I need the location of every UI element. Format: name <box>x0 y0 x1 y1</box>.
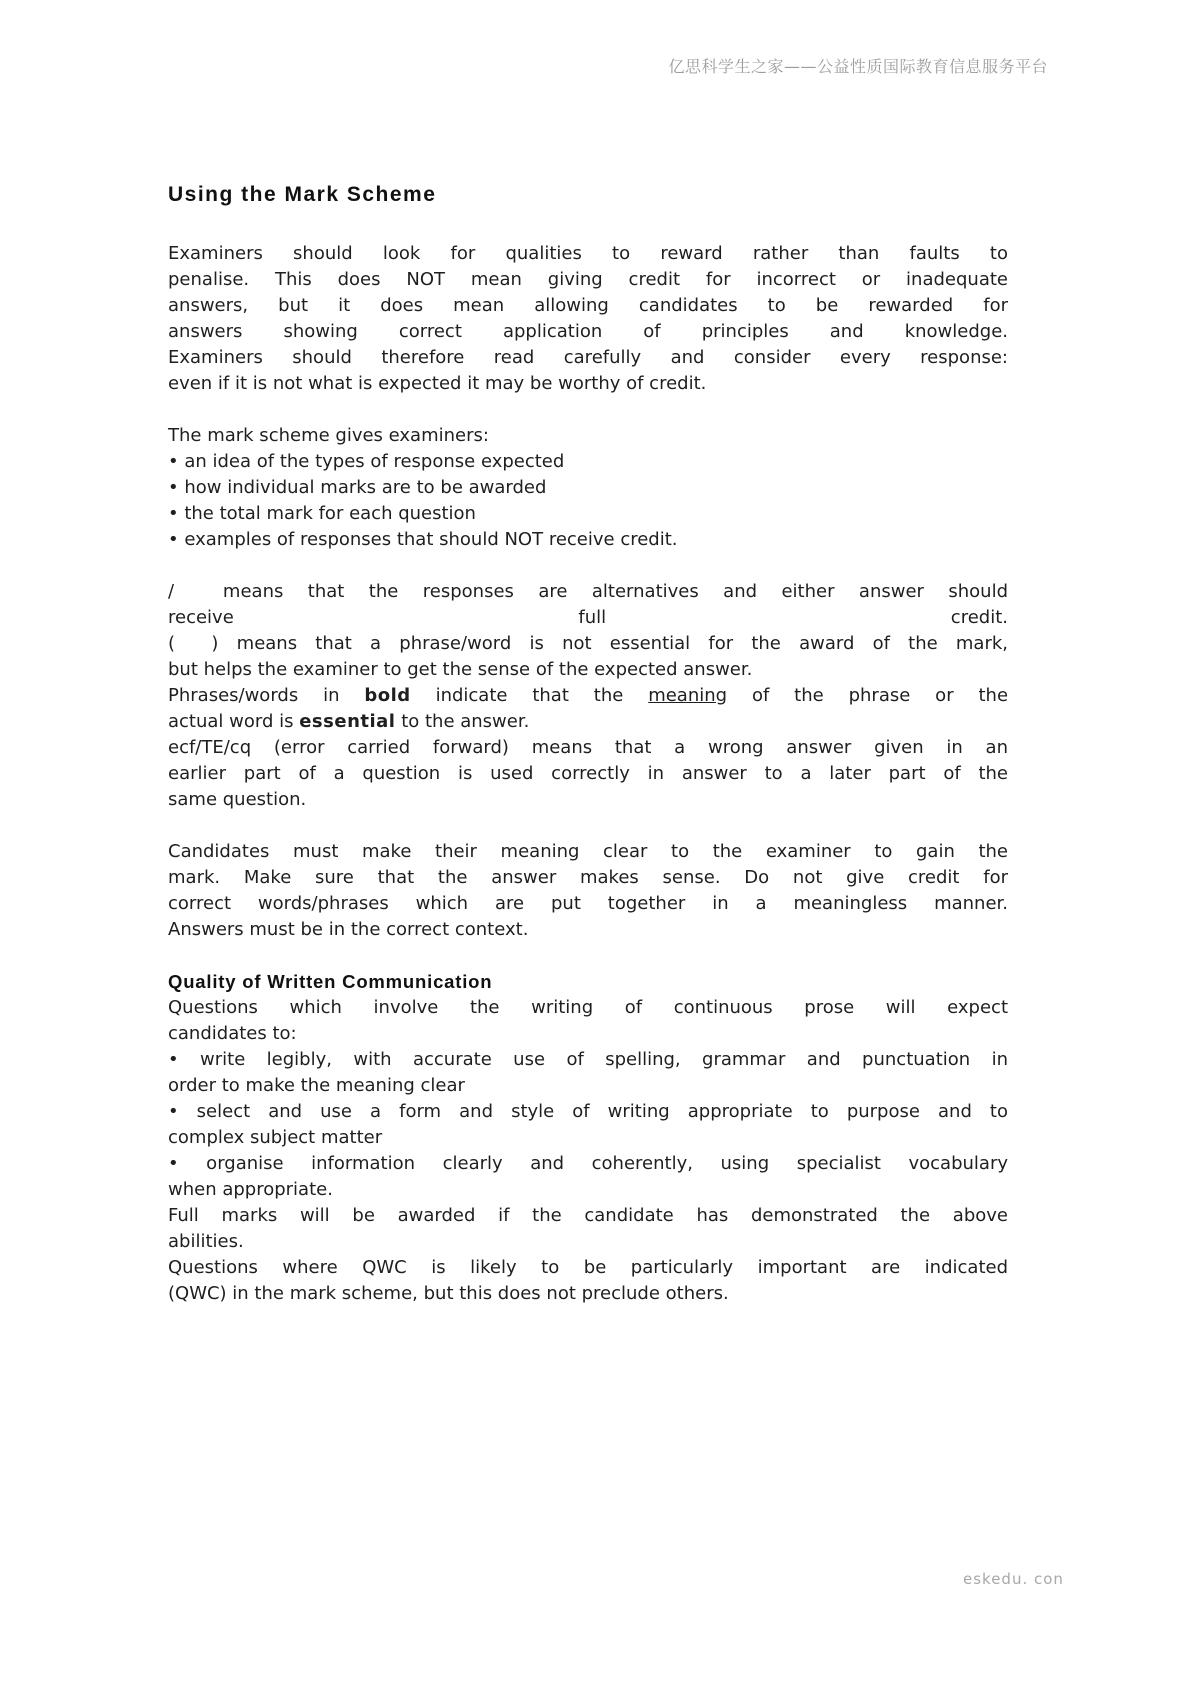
list-item: • an idea of the types of response expected <box>168 451 565 472</box>
candidates-line: mark. Make sure that the answer makes sense. Do not give credit for <box>168 867 1008 888</box>
parens-convention-line: but helps the examiner to get the sense of the expected answer. <box>168 659 753 680</box>
list-item: • the total mark for each question <box>168 503 476 524</box>
bold-text-segment: essential <box>299 711 396 732</box>
full-marks-line: abilities. <box>168 1231 244 1252</box>
blank-line <box>168 813 1008 839</box>
parens-convention-line: ( ) means that a phrase/word is not essential for the award of the mark, <box>168 633 1008 654</box>
text-segment: Phrases/words in <box>168 685 365 706</box>
intro-line: answers, but it does mean allowing candidates to be rewarded for <box>168 295 1008 316</box>
candidates-line: Answers must be in the correct context. <box>168 919 529 940</box>
list-lead: The mark scheme gives examiners: <box>168 425 489 446</box>
intro-line: even if it is not what is expected it may be worthy of credit. <box>168 373 707 394</box>
list-item: • examples of responses that should NOT receive credit. <box>168 529 678 550</box>
section-heading: Quality of Written Communication <box>168 971 493 992</box>
ecf-convention-line: earlier part of a question is used correctly in answer to a later part of the <box>168 763 1008 784</box>
qwc-lead-line: candidates to: <box>168 1023 297 1044</box>
ecf-convention-line: same question. <box>168 789 307 810</box>
candidates-line: correct words/phrases which are put together in a meaningless manner. <box>168 893 1008 914</box>
bold-convention-line <box>168 709 1008 735</box>
slash-convention-line: receive full credit. <box>168 607 1008 628</box>
text-segment: actual word is <box>168 711 300 732</box>
intro-line: Examiners should therefore read carefully and consider every response: <box>168 347 1008 368</box>
blank-line <box>168 943 1008 969</box>
qwc-list-item: when appropriate. <box>168 1179 333 1200</box>
slash-convention-line: / means that the responses are alternatives and either answer should <box>168 581 1008 602</box>
ecf-convention-line: ecf/TE/cq (error carried forward) means that a wrong answer given in an <box>168 737 1008 758</box>
footer-watermark: eskedu. con <box>963 1570 1064 1588</box>
qwc-note-line: Questions where QWC is likely to be particularly important are indicated <box>168 1257 1008 1278</box>
bold-convention-line <box>168 683 1008 709</box>
page-title: Using the Mark Scheme <box>168 183 437 206</box>
text-segment: indicate that the <box>410 685 649 706</box>
intro-line: penalise. This does NOT mean giving credit for incorrect or inadequate <box>168 269 1008 290</box>
intro-line: answers showing correct application of principles and knowledge. <box>168 321 1008 342</box>
site-banner: 亿思科学生之家——公益性质国际教育信息服务平台 <box>668 57 1048 76</box>
intro-line: Examiners should look for qualities to reward rather than faults to <box>168 243 1008 264</box>
qwc-lead-line: Questions which involve the writing of continuous prose will expect <box>168 997 1008 1018</box>
qwc-list-item: • write legibly, with accurate use of spelling, grammar and punctuation in <box>168 1049 1008 1070</box>
document-body <box>168 183 1008 1307</box>
blank-line <box>168 553 1008 579</box>
qwc-list-item: complex subject matter <box>168 1127 383 1148</box>
full-marks-line: Full marks will be awarded if the candidate has demonstrated the above <box>168 1205 1008 1226</box>
text-segment: to the answer. <box>395 711 530 732</box>
blank-line <box>168 397 1008 423</box>
qwc-list-item: • select and use a form and style of writing appropriate to purpose and to <box>168 1101 1008 1122</box>
candidates-line: Candidates must make their meaning clear to the examiner to gain the <box>168 841 1008 862</box>
underlined-text-segment: meaning <box>648 685 728 706</box>
qwc-list-item: • organise information clearly and coherently, using specialist vocabulary <box>168 1153 1008 1174</box>
qwc-list-item: order to make the meaning clear <box>168 1075 465 1096</box>
list-item: • how individual marks are to be awarded <box>168 477 547 498</box>
qwc-note-line: (QWC) in the mark scheme, but this does not preclude others. <box>168 1283 729 1304</box>
bold-text-segment: bold <box>364 685 411 706</box>
text-segment: of the phrase or the <box>727 685 1009 706</box>
